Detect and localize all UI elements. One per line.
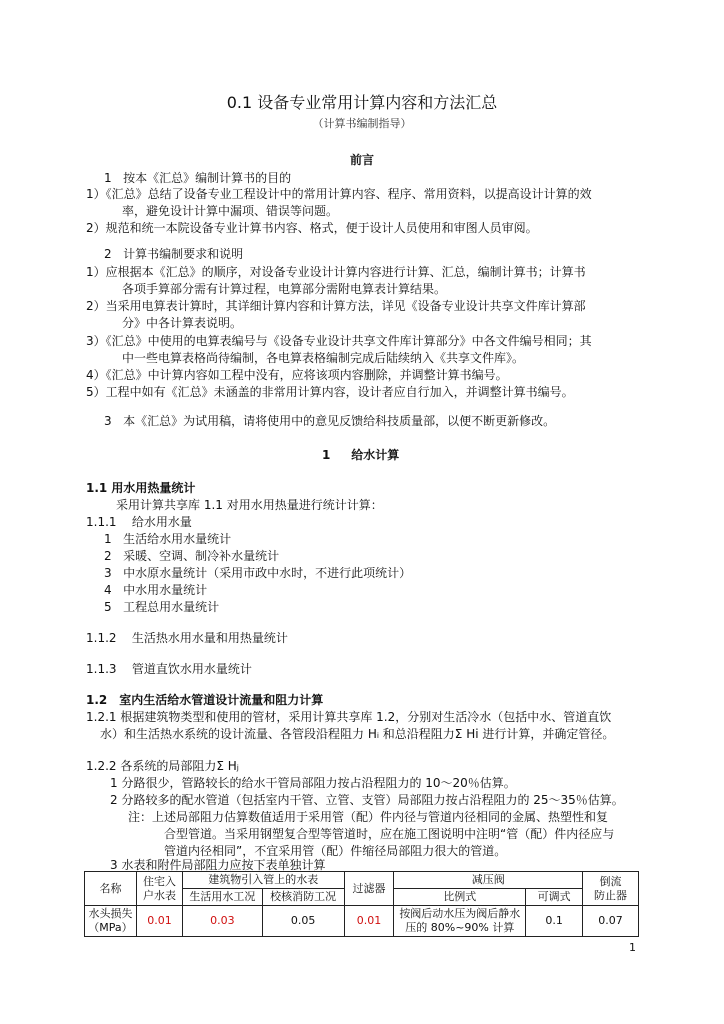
- paragraph-1-2-1-cont: 水）和生活热水系统的设计流量、各管段沿程阻力 Hᵢ 和总沿程阻力Σ Hi 进行计算，并确定管径。: [100, 727, 615, 741]
- list-text: 采暖、空调、制冷补水量统计: [123, 549, 280, 563]
- list-number: 5: [104, 600, 112, 614]
- list-text: 工程总用水量统计: [123, 600, 220, 614]
- list-item: 1 分路很少，管路较长的给水干管局部阻力按占沿程阻力的 10～20％估算。: [110, 776, 516, 790]
- section-number: 2: [104, 247, 112, 261]
- subsection-title: 生活热水用水量和用热量统计: [131, 631, 288, 645]
- header-adjustable-type: 可调式: [526, 889, 583, 906]
- header-fire-condition: 校核消防工况: [262, 889, 344, 906]
- subsection-number: 1.1.2: [86, 631, 117, 645]
- section-1-1-1: [86, 514, 192, 530]
- chapter-title: 给水计算: [351, 448, 400, 462]
- table-row: [85, 906, 639, 937]
- section-number: 1: [104, 171, 112, 185]
- list-number: 1: [104, 532, 112, 546]
- note-line: 注：上述局部阻力估算数值适用于采用管（配）件内径与管道内径相同的金属、热塑性和复: [128, 810, 609, 824]
- section-text: 按本《汇总》编制计算书的目的: [123, 171, 292, 185]
- paragraph-1-2-2: 1.2.2 各系统的局部阻力Σ Hⱼ: [86, 759, 239, 773]
- preface-item: 4）《汇总》中计算内容如工程中没有，应将该项内容删除，并调整计算书编号。: [86, 368, 508, 382]
- page-title: 0.1 设备专业常用计算内容和方法汇总: [226, 93, 498, 112]
- cell-backflow: 0.07: [583, 906, 639, 937]
- list-item: [104, 565, 411, 581]
- section-1-1-intro: 采用计算共享库 1.1 对用水用热量进行统计计算：: [116, 498, 383, 512]
- section-number: 3: [104, 414, 112, 428]
- preface-item: 3）《汇总》中使用的电算表编号与《设备专业设计共享文件库计算部分》中各文件编号相同；其: [86, 334, 592, 348]
- cell-life: 0.03: [182, 906, 262, 937]
- chapter-number: 1: [322, 448, 331, 462]
- subsection-title: 管道直饮水用水量统计: [131, 662, 252, 676]
- list-number: 4: [104, 583, 112, 597]
- list-number: 3: [104, 566, 112, 580]
- section-1-1-2: [86, 630, 288, 646]
- cell-household: 0.01: [136, 906, 182, 937]
- header-building-meter: 建筑物引入管上的水表: [182, 872, 344, 889]
- list-item: [104, 599, 219, 615]
- head-loss-table: [84, 871, 639, 937]
- subsection-number: 1.1.3: [86, 662, 117, 676]
- preface-item: 2）当采用电算表计算时，其详细计算内容和计算方法，详见《设备专业设计共享文件库计算部: [86, 299, 586, 313]
- list-item: 3 水表和附件局部阻力应按下表单独计算: [110, 858, 326, 872]
- preface-heading: 前言: [349, 153, 374, 167]
- page-number: 1: [629, 941, 636, 954]
- preface-section-1: [104, 170, 291, 186]
- note-line: 管道内径相同”，不宜采用管（配）件缩径局部阻力很大的管道。: [164, 844, 507, 858]
- cell-fire: 0.05: [262, 906, 344, 937]
- section-text: 计算书编制要求和说明: [123, 247, 244, 261]
- preface-item-cont: 各项手算部分需有计算过程，电算部分需附电算表计算结果。: [122, 282, 447, 296]
- list-text: 中水用水量统计: [123, 583, 208, 597]
- subsection-title: 给水用水量: [131, 515, 192, 529]
- cell-adjust: 0.1: [526, 906, 583, 937]
- preface-item: 5）工程中如有《汇总》未涵盖的非常用计算内容，设计者应自行加入，并调整计算书编号。: [86, 385, 574, 399]
- list-item: [104, 548, 279, 564]
- header-filter: 过滤器: [344, 872, 394, 906]
- preface-item-cont: 率，避免设计计算中漏项、错误等问题。: [122, 204, 339, 218]
- preface-item-cont: 中一些电算表格尚待编制，各电算表格编制完成后陆续纳入《共享文件库》。: [122, 351, 525, 365]
- subsection-number: 1.1.1: [86, 515, 117, 529]
- section-1-1-3: [86, 661, 252, 677]
- note-line: 合型管道。当采用钢塑复合型等管道时，应在施工图说明中注明“管（配）件内径应与: [164, 827, 615, 841]
- cell-filter: 0.01: [344, 906, 394, 937]
- list-text: 中水原水量统计（采用市政中水时，不进行此项统计）: [123, 566, 412, 580]
- page-subtitle: （计算书编制指导）: [312, 117, 412, 130]
- section-1-2-title: 1.2 室内生活给水管道设计流量和阻力计算: [86, 693, 324, 707]
- chapter-heading: [322, 447, 399, 463]
- list-text: 生活给水用水量统计: [123, 532, 232, 546]
- preface-section-2: [104, 246, 243, 262]
- header-backflow: 倒流 防止器: [583, 872, 639, 906]
- header-household-meter: 住宅入 户水表: [136, 872, 182, 906]
- header-prv: 减压阀: [394, 872, 583, 889]
- cell-ratio: 按阀后动水压为阀后静水 压的 80%~90% 计算: [394, 906, 526, 937]
- preface-item: 2）规范和统一本院设备专业计算书内容、格式，便于设计人员使用和审图人员审阅。: [86, 221, 538, 235]
- preface-item-cont: 分》中各计算表说明。: [122, 316, 243, 330]
- list-number: 2: [104, 549, 112, 563]
- paragraph-1-2-1: 1.2.1 根据建筑物类型和使用的管材，采用计算共享库 1.2，分别对生活冷水（包括中水、管道直饮: [86, 710, 612, 724]
- preface-section-3: [104, 413, 555, 429]
- list-item: 2 分路较多的配水管道（包括室内干管、立管、支管）局部阻力按占沿程阻力的 25～35％估算。: [110, 793, 624, 807]
- list-item: [104, 531, 231, 547]
- header-ratio-type: 比例式: [394, 889, 526, 906]
- section-text: 本《汇总》为试用稿，请将使用中的意见反馈给科技质量部，以便不断更新修改。: [123, 414, 556, 428]
- header-life-condition: 生活用水工况: [182, 889, 262, 906]
- list-item: [104, 582, 207, 598]
- section-1-1-title: 1.1 用水用热量统计: [86, 481, 196, 495]
- preface-item: 1）应根据本《汇总》的顺序，对设备专业设计计算内容进行计算、汇总，编制计算书；计算书: [86, 265, 586, 279]
- row-label: 水头损失 （MPa）: [85, 906, 137, 937]
- preface-item: 1）《汇总》总结了设备专业工程设计中的常用计算内容、程序、常用资料，以提高设计计算的效: [86, 187, 592, 201]
- header-name: 名称: [85, 872, 137, 906]
